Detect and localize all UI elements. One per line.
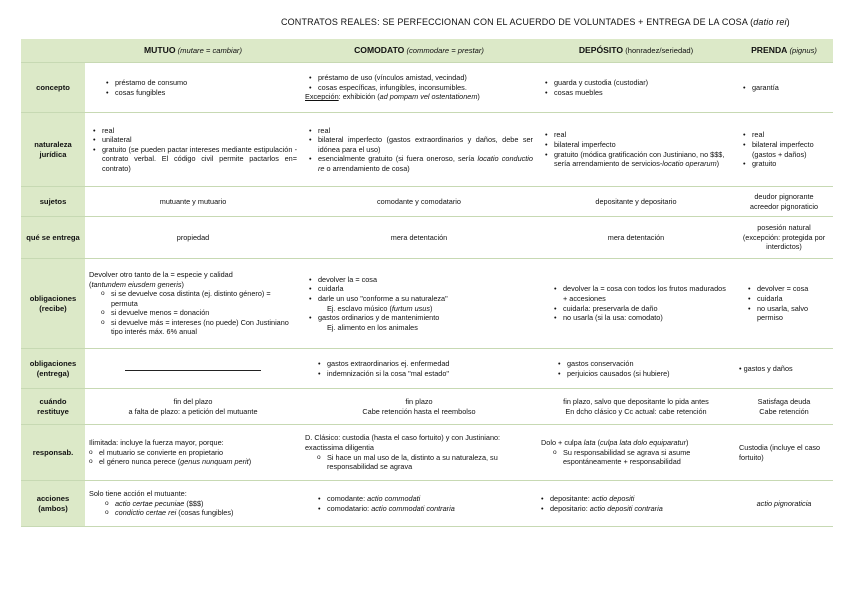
list-item: • unilateral — [102, 135, 297, 145]
cell-concepto-prenda — [735, 63, 833, 113]
cell-oblig-recibe-prenda — [735, 259, 833, 349]
row-header-obligaciones-recibe: obligaciones (recibe) — [21, 259, 85, 349]
cell-oblig-entrega-mutuo — [85, 349, 301, 389]
list-item: • depositante: actio depositi — [550, 494, 731, 504]
cell-cuando-comodato: fin plazo Cabe retención hasta el reembolso — [301, 389, 537, 425]
exception-note: Excepción: exhibición (ad pompam vel ostentationem) — [305, 92, 480, 102]
list-item: • cosas específicas, infungibles, inconsumibles. — [318, 83, 533, 93]
list-item: • gratuito (se pueden pactar intereses mediante estipulación - contrato verbal. El código civil permite pactarlos en= contrato) — [102, 145, 297, 174]
list-item: • perjuicios causados (si hubiere) — [567, 369, 731, 379]
list-item: o Su responsabilidad se agrava si asume espontáneamente + responsabilidad — [563, 448, 731, 467]
list-item: • cuidarla — [757, 294, 829, 304]
cell-entrega-comodato: mera detentación — [301, 217, 537, 259]
list-item: o si devuelve más = intereses (no puede) Con Justiniano tipo interés máx. 6% anual — [111, 318, 297, 337]
cell-text: D. Clásico: custodia (hasta el caso fortuito) y con Justiniano: exactissima diligentia — [305, 433, 501, 452]
list-item: o si devuelve menos = donación — [111, 308, 297, 318]
row-header-obligaciones-entrega: obligaciones (entrega) — [21, 349, 85, 389]
cell-oblig-entrega-comodato — [301, 349, 537, 389]
cell-text: Solo tiene acción el mutuante: — [89, 489, 187, 499]
page-title: CONTRATOS REALES: SE PERFECCIONAN CON EL ACUERDO DE VOLUNTADES + ENTREGA DE LA COSA (datio rei) — [281, 17, 790, 27]
list-item: • real — [752, 130, 829, 140]
cell-concepto-mutuo — [85, 63, 301, 113]
row-header-naturaleza: naturaleza jurídica — [21, 113, 85, 187]
list-item: o el mutuario se convierte en propietario — [99, 448, 297, 458]
cell-oblig-entrega-deposito — [537, 349, 735, 389]
list-item: • real — [554, 130, 731, 140]
cell-naturaleza-prenda — [735, 113, 833, 187]
list-item: • bilateral imperfecto (gastos extraordinarios y daños, debe ser idónea para el uso) — [318, 135, 533, 154]
list-item: • devolver = cosa — [757, 284, 829, 294]
cell-entrega-prenda: posesión natural (excepción: protegida por interdictos) — [735, 217, 833, 259]
cell-text: (tantundem eiusdem generis) — [89, 279, 184, 289]
cell-oblig-entrega-prenda: • gastos y daños — [735, 349, 833, 389]
row-header-sujetos: sujetos — [21, 187, 85, 217]
list-item: • devolver la = cosa con todos los frutos madurados + accesiones — [563, 284, 731, 303]
header-comodato: COMODATO (commodare = prestar) — [301, 39, 537, 63]
row-header-responsab: responsab. — [21, 425, 85, 481]
cell-responsab-prenda: Custodia (incluye el caso fortuito) — [735, 425, 833, 481]
list-item: • depositario: actio depositi contraria — [550, 504, 731, 514]
list-item: • indemnización si la cosa "mal estado" — [327, 369, 533, 379]
list-item: • real — [102, 126, 297, 136]
list-item: • no usarla (si la usa: comodato) — [563, 313, 731, 323]
list-item: • comodante: actio commodati — [327, 494, 533, 504]
cell-text: Dolo + culpa lata (culpa lata dolo equiparatur) — [541, 438, 689, 448]
empty-line — [125, 370, 261, 371]
cell-sujetos-comodato: comodante y comodatario — [301, 187, 537, 217]
list-item: • cuidarla — [318, 284, 533, 294]
list-item: • gastos conservación — [567, 359, 731, 369]
row-header-concepto: concepto — [21, 63, 85, 113]
cell-acciones-deposito — [537, 481, 735, 527]
cell-naturaleza-comodato — [301, 113, 537, 187]
header-prenda: PRENDA (pignus) — [735, 39, 833, 63]
list-item: o actio certae pecuniae ($$$) — [115, 499, 297, 509]
cell-cuando-mutuo: fin del plazo a falta de plazo: a petición del mutuante — [85, 389, 301, 425]
cell-oblig-recibe-mutuo — [85, 259, 301, 349]
list-item: o si se devuelve cosa distinta (ej. distinto género) = permuta — [111, 289, 297, 308]
list-item: • cosas fungibles — [115, 88, 297, 98]
header-deposito: DEPÓSITO (honradez/seriedad) — [537, 39, 735, 63]
list-item: • darle un uso "conforme a su naturaleza" — [318, 294, 533, 304]
list-item: • no usarla, salvo permiso — [757, 304, 829, 323]
cell-text: Ej. alimento en los animales — [327, 322, 418, 332]
contracts-table — [21, 38, 833, 527]
list-item: • real — [318, 126, 533, 136]
list-item: • gastos extraordinarios ej. enfermedad — [327, 359, 533, 369]
row-que-entrega — [21, 217, 833, 259]
row-obligaciones-recibe — [21, 259, 833, 349]
list-item: • gastos ordinarios y de mantenimiento — [318, 313, 533, 323]
cell-sujetos-deposito: depositante y depositario — [537, 187, 735, 217]
cell-responsab-deposito — [537, 425, 735, 481]
row-acciones — [21, 481, 833, 527]
row-concepto — [21, 63, 833, 113]
header-mutuo: MUTUO (mutare = cambiar) — [85, 39, 301, 63]
list-item: • cuidarla: preservarla de daño — [563, 304, 731, 314]
cell-responsab-comodato — [301, 425, 537, 481]
cell-naturaleza-deposito — [537, 113, 735, 187]
list-item: o el género nunca perece (genus nunquam perit) — [99, 457, 297, 467]
list-item: • guarda y custodia (custodiar) — [554, 78, 731, 88]
cell-cuando-deposito: fin plazo, salvo que depositante lo pida antes En dcho clásico y Cc actual: cabe retención — [537, 389, 735, 425]
row-obligaciones-entrega — [21, 349, 833, 389]
list-item: • gratuito (módica gratificación con Justiniano, no $$$, sería arrendamiento de servicios-locatio operarum) — [554, 150, 731, 169]
list-item: • préstamo de uso (vínculos amistad, vecindad) — [318, 73, 533, 83]
list-item: • bilateral imperfecto (gastos + daños) — [752, 140, 829, 159]
list-item: • garantía — [752, 83, 829, 93]
cell-entrega-mutuo: propiedad — [85, 217, 301, 259]
cell-text: Ilimitada: incluye la fuerza mayor, porque: — [89, 438, 224, 448]
row-naturaleza — [21, 113, 833, 187]
cell-naturaleza-mutuo — [85, 113, 301, 187]
list-item: o condictio certae rei (cosas fungibles) — [115, 508, 297, 518]
cell-cuando-prenda: Satisfaga deuda Cabe retención — [735, 389, 833, 425]
cell-concepto-comodato — [301, 63, 537, 113]
corner-cell — [21, 39, 85, 63]
cell-acciones-prenda: actio pignoraticia — [735, 481, 833, 527]
cell-entrega-deposito: mera detentación — [537, 217, 735, 259]
row-cuando — [21, 389, 833, 425]
list-item: o Si hace un mal uso de la, distinto a su naturaleza, su responsabilidad se agrava — [327, 453, 533, 472]
list-item: • gratuito — [752, 159, 829, 169]
row-responsab — [21, 425, 833, 481]
list-item: • comodatario: actio commodati contraria — [327, 504, 533, 514]
cell-acciones-comodato — [301, 481, 537, 527]
header-row — [21, 39, 833, 63]
list-item: • préstamo de consumo — [115, 78, 297, 88]
cell-text: Ej. esclavo músico (furtum usus) — [327, 303, 433, 313]
cell-text: Devolver otro tanto de la = especie y calidad — [89, 269, 233, 279]
cell-oblig-recibe-deposito — [537, 259, 735, 349]
cell-concepto-deposito — [537, 63, 735, 113]
cell-acciones-mutuo — [85, 481, 301, 527]
row-sujetos — [21, 187, 833, 217]
list-item: • bilateral imperfecto — [554, 140, 731, 150]
row-header-acciones: acciones (ambos) — [21, 481, 85, 527]
cell-sujetos-prenda: deudor pignorante acreedor pignoraticio — [735, 187, 833, 217]
list-item: • devolver la = cosa — [318, 275, 533, 285]
row-header-que-entrega: qué se entrega — [21, 217, 85, 259]
cell-sujetos-mutuo: mutuante y mutuario — [85, 187, 301, 217]
list-item: • esencialmente gratuito (si fuera oneroso, sería locatio conductio re o arrendamiento de cosa) — [318, 154, 533, 173]
cell-text: gastos y daños — [743, 363, 793, 373]
list-item: • cosas muebles — [554, 88, 731, 98]
cell-oblig-recibe-comodato — [301, 259, 537, 349]
row-header-cuando: cuándo restituye — [21, 389, 85, 425]
cell-responsab-mutuo — [85, 425, 301, 481]
